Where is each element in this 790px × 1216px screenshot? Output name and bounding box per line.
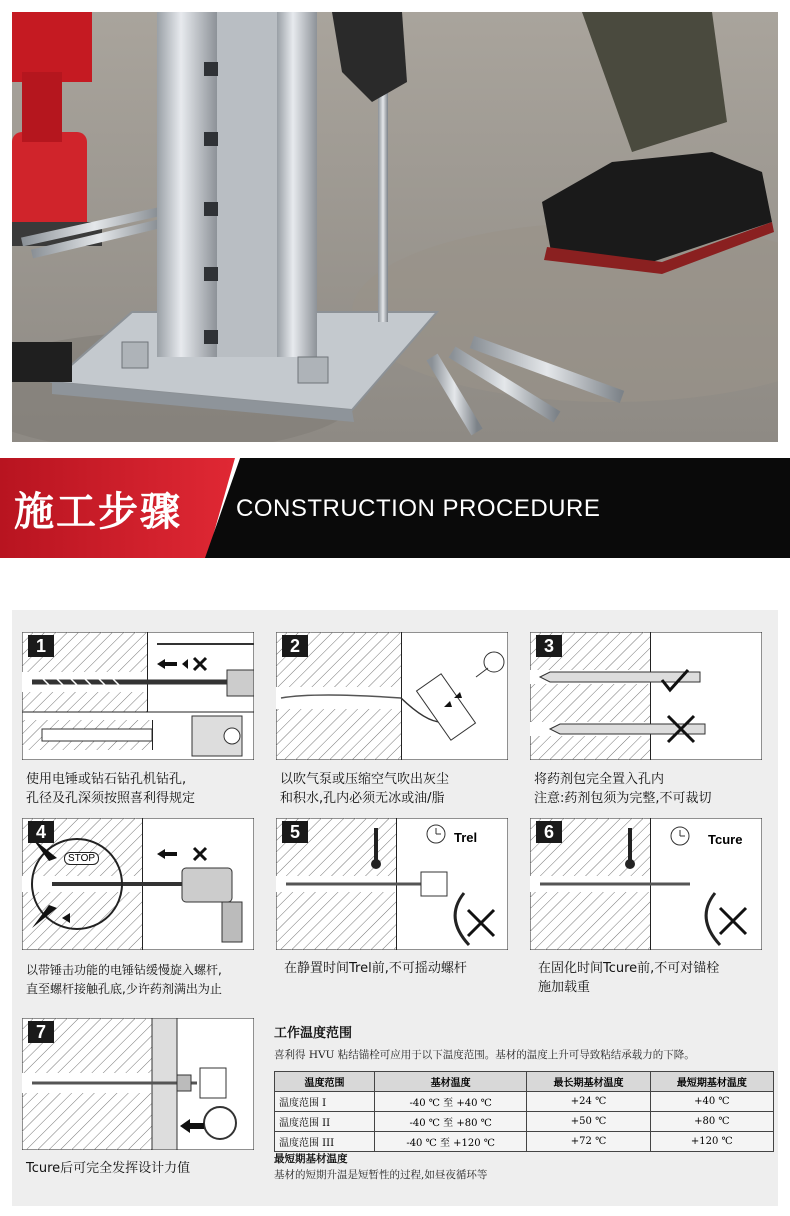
header-base-temp: 基材温度 bbox=[374, 1072, 526, 1092]
header-long-term: 最长期基材温度 bbox=[527, 1072, 650, 1092]
step-7-number-badge: 7 bbox=[28, 1021, 54, 1043]
step-2-caption-line-1: 以吹气泵或压缩空气吹出灰尘 bbox=[280, 772, 450, 787]
step-3-caption-line-2: 注意:药剂包须为完整,不可裁切 bbox=[534, 791, 712, 806]
step-6-caption-line-1: 在固化时间Tcure前,不可对锚栓 bbox=[538, 961, 720, 976]
step-2-diagram bbox=[276, 632, 508, 760]
step-2-caption-line-2: 和积水,孔内必须无冰或油/脂 bbox=[280, 791, 445, 806]
temperature-description: 喜利得 HVU 粘结锚栓可应用于以下温度范围。基材的温度上升可导致粘结承载力的下降。 bbox=[274, 1049, 695, 1061]
table-cell: -40 ℃ 至 +80 ℃ bbox=[374, 1112, 526, 1132]
step-4-caption-line-1: 以带锤击功能的电锤钻缓慢旋入螺杆, bbox=[26, 963, 222, 977]
table-cell: 温度范围 III bbox=[275, 1132, 375, 1152]
step-1-caption bbox=[26, 770, 195, 808]
short-term-title: 最短期基材温度 bbox=[274, 1153, 348, 1165]
table-cell: +120 ℃ bbox=[650, 1132, 773, 1152]
step-4-caption-line-2: 直至螺杆接触孔底,少许药剂满出为止 bbox=[26, 982, 222, 996]
table-row bbox=[275, 1092, 774, 1112]
step-7-diagram bbox=[22, 1018, 254, 1150]
step-3-diagram bbox=[530, 632, 762, 760]
step-6-caption-line-2: 施加载重 bbox=[538, 980, 591, 995]
step-6-diagram bbox=[530, 818, 762, 950]
table-cell: 温度范围 I bbox=[275, 1092, 375, 1112]
table-cell: +40 ℃ bbox=[650, 1092, 773, 1112]
step-1-diagram bbox=[22, 632, 254, 760]
step-5-caption-line-1: 在静置时间Trel前,不可摇动螺杆 bbox=[284, 961, 467, 976]
table-row bbox=[275, 1132, 774, 1152]
procedure-panel bbox=[12, 610, 778, 1206]
banner-title-en: CONSTRUCTION PROCEDURE bbox=[236, 495, 601, 522]
hero-photo bbox=[12, 12, 778, 442]
step-5-time-label: Trel bbox=[454, 830, 478, 845]
step-5-diagram bbox=[276, 818, 508, 950]
step-7-caption-line-1: Tcure后可完全发挥设计力值 bbox=[26, 1161, 191, 1176]
table-cell: +72 ℃ bbox=[527, 1132, 650, 1152]
temperature-table bbox=[274, 1071, 774, 1152]
step-6-time-label: Tcure bbox=[708, 832, 743, 847]
step-4-number-badge: 4 bbox=[28, 821, 54, 843]
step-3-caption bbox=[534, 770, 712, 808]
step-1-caption-line-2: 孔径及孔深须按照喜利得规定 bbox=[26, 791, 196, 806]
table-cell: -40 ℃ 至 +40 ℃ bbox=[374, 1092, 526, 1112]
step-1-number-badge: 1 bbox=[28, 635, 54, 657]
header-range: 温度范围 bbox=[275, 1072, 375, 1092]
table-cell: +24 ℃ bbox=[527, 1092, 650, 1112]
step-5-number-badge: 5 bbox=[282, 821, 308, 843]
step-3-number-badge: 3 bbox=[536, 635, 562, 657]
table-cell: +50 ℃ bbox=[527, 1112, 650, 1132]
step-5-caption bbox=[284, 959, 467, 978]
step-4-diagram bbox=[22, 818, 254, 950]
table-cell: +80 ℃ bbox=[650, 1112, 773, 1132]
short-term-description: 基材的短期升温是短暂性的过程,如昼夜循环等 bbox=[274, 1169, 488, 1181]
banner-title-cn: 施工步骤 bbox=[14, 489, 182, 535]
step-2-caption bbox=[280, 770, 449, 808]
table-cell: 温度范围 II bbox=[275, 1112, 375, 1132]
step-6-number-badge: 6 bbox=[536, 821, 562, 843]
step-1-caption-line-1: 使用电锤或钻石钻孔机钻孔, bbox=[26, 772, 187, 787]
temperature-table-header bbox=[275, 1072, 774, 1092]
table-row bbox=[275, 1112, 774, 1132]
step-4-caption bbox=[26, 961, 222, 999]
table-cell: -40 ℃ 至 +120 ℃ bbox=[374, 1132, 526, 1152]
header-short-term: 最短期基材温度 bbox=[650, 1072, 773, 1092]
temperature-title: 工作温度范围 bbox=[274, 1026, 353, 1041]
step-4-stop-sign: STOP bbox=[64, 852, 99, 865]
step-7-caption bbox=[26, 1159, 190, 1178]
step-2-number-badge: 2 bbox=[282, 635, 308, 657]
step-6-caption bbox=[538, 959, 719, 997]
section-banner bbox=[0, 458, 790, 558]
step-3-caption-line-1: 将药剂包完全置入孔内 bbox=[534, 772, 665, 787]
